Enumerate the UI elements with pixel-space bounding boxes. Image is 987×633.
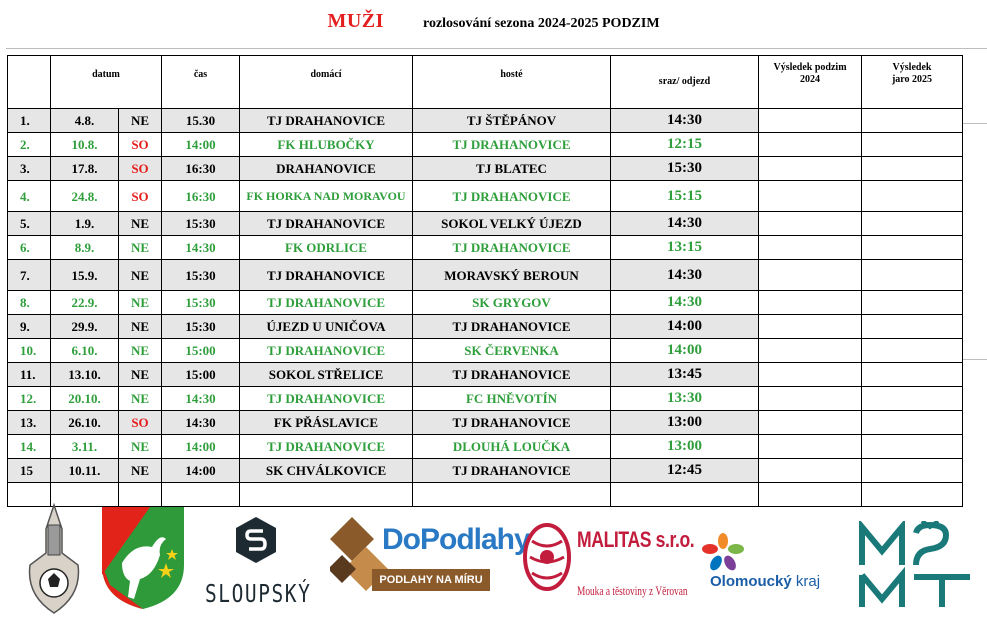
club-crest-icon (22, 503, 86, 615)
row-meet-time: 15:15 (611, 181, 759, 212)
row-away-team: TJ ŠTĚPÁNOV (413, 109, 611, 133)
row-home-team: DRAHANOVICE (240, 157, 413, 181)
row-number: 11. (8, 363, 51, 387)
row-meet-time: 14:30 (611, 212, 759, 236)
row-home-team: TJ DRAHANOVICE (240, 212, 413, 236)
sponsor-logos (0, 495, 987, 633)
row-day: NE (119, 212, 162, 236)
header-vysledek-podzim: Výsledek podzim 2024 (759, 56, 862, 109)
row-meet-time: 13:15 (611, 236, 759, 260)
row-date: 22.9. (51, 291, 119, 315)
row-home-team: TJ DRAHANOVICE (240, 109, 413, 133)
row-day: NE (119, 363, 162, 387)
dopodlahy-text: DoPodlahy (382, 523, 530, 556)
row-time: 14:30 (162, 387, 240, 411)
header-vysledek-jaro: Výsledek jaro 2025 (862, 56, 963, 109)
row-number: 15 (8, 459, 51, 483)
row-date: 8.9. (51, 236, 119, 260)
olomoucky-kraj-icon (702, 533, 744, 573)
msmt-logo-icon (858, 521, 978, 611)
row-home-team: TJ DRAHANOVICE (240, 435, 413, 459)
row-day: NE (119, 109, 162, 133)
row-number: 4. (8, 181, 51, 212)
row-away-team: TJ DRAHANOVICE (413, 315, 611, 339)
row-home-team: TJ DRAHANOVICE (240, 387, 413, 411)
row-home-team: TJ DRAHANOVICE (240, 339, 413, 363)
row-day: NE (119, 260, 162, 291)
table-row (8, 411, 963, 435)
row-result-spring (862, 387, 963, 411)
row-date: 10.11. (51, 459, 119, 483)
header-sraz: sraz/ odjezd (611, 56, 759, 109)
title-subtitle: rozlosování sezona 2024-2025 PODZIM (422, 16, 660, 31)
row-meet-time: 15:30 (611, 157, 759, 181)
table-row (8, 212, 963, 236)
row-result-autumn (759, 260, 862, 291)
row-result-spring (862, 411, 963, 435)
olomoucky-text: Olomoucký kraj (710, 573, 821, 590)
row-result-spring (862, 291, 963, 315)
row-time: 15:30 (162, 212, 240, 236)
row-number: 13. (8, 411, 51, 435)
row-home-team: TJ DRAHANOVICE (240, 291, 413, 315)
row-away-team: SK ČERVENKA (413, 339, 611, 363)
row-date: 20.10. (51, 387, 119, 411)
row-time: 15:30 (162, 260, 240, 291)
row-home-team: TJ DRAHANOVICE (240, 260, 413, 291)
row-away-team: TJ DRAHANOVICE (413, 411, 611, 435)
row-date: 17.8. (51, 157, 119, 181)
row-away-team: TJ DRAHANOVICE (413, 181, 611, 212)
row-home-team: FK HLUBOČKY (240, 133, 413, 157)
row-number: 1. (8, 109, 51, 133)
row-time: 16:30 (162, 181, 240, 212)
row-number: 5. (8, 212, 51, 236)
row-result-autumn (759, 315, 862, 339)
malitas-tagline: Mouka a těstoviny z Věrovan (577, 583, 688, 598)
coat-of-arms-icon (100, 505, 186, 611)
row-time: 14:00 (162, 435, 240, 459)
row-time: 15:00 (162, 339, 240, 363)
row-result-spring (862, 181, 963, 212)
row-result-autumn (759, 291, 862, 315)
row-time: 15.30 (162, 109, 240, 133)
row-date: 1.9. (51, 212, 119, 236)
row-away-team: TJ DRAHANOVICE (413, 133, 611, 157)
row-day: NE (119, 236, 162, 260)
row-away-team: SOKOL VELKÝ ÚJEZD (413, 212, 611, 236)
row-number: 2. (8, 133, 51, 157)
divider (962, 359, 987, 360)
row-meet-time: 12:45 (611, 459, 759, 483)
row-home-team: FK HORKA NAD MORAVOU (240, 181, 413, 212)
header-domaci: domácí (240, 56, 413, 109)
row-result-spring (862, 315, 963, 339)
row-time: 14:30 (162, 236, 240, 260)
row-meet-time: 14:00 (611, 315, 759, 339)
row-result-autumn (759, 411, 862, 435)
row-number: 12. (8, 387, 51, 411)
row-result-autumn (759, 181, 862, 212)
row-day: NE (119, 315, 162, 339)
row-result-autumn (759, 236, 862, 260)
row-date: 3.11. (51, 435, 119, 459)
row-time: 14:30 (162, 411, 240, 435)
row-date: 4.8. (51, 109, 119, 133)
table-row (8, 435, 963, 459)
row-result-spring (862, 157, 963, 181)
header-datum: datum (51, 56, 162, 109)
row-date: 26.10. (51, 411, 119, 435)
row-away-team: TJ DRAHANOVICE (413, 363, 611, 387)
row-away-team: TJ DRAHANOVICE (413, 459, 611, 483)
divider (6, 48, 987, 49)
row-result-spring (862, 236, 963, 260)
table-row (8, 181, 963, 212)
page-title (0, 10, 987, 33)
row-number: 6. (8, 236, 51, 260)
row-result-autumn (759, 133, 862, 157)
row-number: 10. (8, 339, 51, 363)
header-number (8, 56, 51, 109)
row-date: 15.9. (51, 260, 119, 291)
row-home-team: SOKOL STŘELICE (240, 363, 413, 387)
row-away-team: TJ BLATEC (413, 157, 611, 181)
schedule-table (7, 55, 963, 507)
row-result-autumn (759, 339, 862, 363)
row-time: 15:30 (162, 315, 240, 339)
row-day: NE (119, 459, 162, 483)
row-meet-time: 14:30 (611, 109, 759, 133)
row-time: 15:00 (162, 363, 240, 387)
row-result-spring (862, 435, 963, 459)
row-meet-time: 14:30 (611, 291, 759, 315)
row-date: 6.10. (51, 339, 119, 363)
row-result-spring (862, 260, 963, 291)
row-date: 29.9. (51, 315, 119, 339)
row-day: SO (119, 157, 162, 181)
dopodlahy-tagline: PODLAHY NA MÍRU (372, 569, 490, 591)
row-result-autumn (759, 363, 862, 387)
header-cas: čas (162, 56, 240, 109)
row-result-spring (862, 339, 963, 363)
row-day: NE (119, 339, 162, 363)
table-row (8, 387, 963, 411)
row-away-team: MORAVSKÝ BEROUN (413, 260, 611, 291)
table-row (8, 291, 963, 315)
row-result-autumn (759, 212, 862, 236)
row-number: 7. (8, 260, 51, 291)
row-day: SO (119, 411, 162, 435)
header-hoste: hosté (413, 56, 611, 109)
row-result-spring (862, 109, 963, 133)
row-time: 16:30 (162, 157, 240, 181)
row-result-autumn (759, 435, 862, 459)
row-day: SO (119, 133, 162, 157)
row-result-autumn (759, 109, 862, 133)
row-meet-time: 12:15 (611, 133, 759, 157)
row-result-spring (862, 459, 963, 483)
row-result-autumn (759, 157, 862, 181)
row-day: NE (119, 387, 162, 411)
sloupsky-logo-icon (232, 515, 280, 565)
row-away-team: FC HNĚVOTÍN (413, 387, 611, 411)
row-number: 9. (8, 315, 51, 339)
row-day: NE (119, 435, 162, 459)
row-time: 14:00 (162, 459, 240, 483)
row-home-team: FK PŘÁSLAVICE (240, 411, 413, 435)
row-date: 10.8. (51, 133, 119, 157)
divider (962, 123, 987, 124)
table-row (8, 109, 963, 133)
row-meet-time: 13:45 (611, 363, 759, 387)
table-row (8, 315, 963, 339)
row-meet-time: 13:30 (611, 387, 759, 411)
row-time: 14:00 (162, 133, 240, 157)
table-row (8, 363, 963, 387)
row-result-autumn (759, 387, 862, 411)
row-day: SO (119, 181, 162, 212)
row-result-autumn (759, 459, 862, 483)
row-number: 3. (8, 157, 51, 181)
row-day: NE (119, 291, 162, 315)
row-home-team: ÚJEZD U UNIČOVA (240, 315, 413, 339)
malitas-logo-icon (522, 521, 572, 593)
row-date: 24.8. (51, 181, 119, 212)
table-row (8, 133, 963, 157)
table-row (8, 236, 963, 260)
row-result-spring (862, 133, 963, 157)
row-meet-time: 14:00 (611, 339, 759, 363)
row-home-team: FK ODRLICE (240, 236, 413, 260)
sloupsky-text: SLOUPSKÝ (205, 579, 312, 608)
title-main: MUŽI (327, 10, 384, 32)
table-header-row (8, 56, 963, 109)
row-away-team: TJ DRAHANOVICE (413, 236, 611, 260)
row-away-team: DLOUHÁ LOUČKA (413, 435, 611, 459)
row-meet-time: 14:30 (611, 260, 759, 291)
table-row (8, 260, 963, 291)
table-row (8, 339, 963, 363)
malitas-text: MALITAS s.r.o. (577, 527, 695, 552)
row-number: 8. (8, 291, 51, 315)
row-number: 14. (8, 435, 51, 459)
row-meet-time: 13:00 (611, 435, 759, 459)
row-meet-time: 13:00 (611, 411, 759, 435)
row-home-team: SK CHVÁLKOVICE (240, 459, 413, 483)
row-result-spring (862, 363, 963, 387)
row-time: 15:30 (162, 291, 240, 315)
row-away-team: SK GRYGOV (413, 291, 611, 315)
row-result-spring (862, 212, 963, 236)
row-date: 13.10. (51, 363, 119, 387)
table-row (8, 157, 963, 181)
table-row (8, 459, 963, 483)
